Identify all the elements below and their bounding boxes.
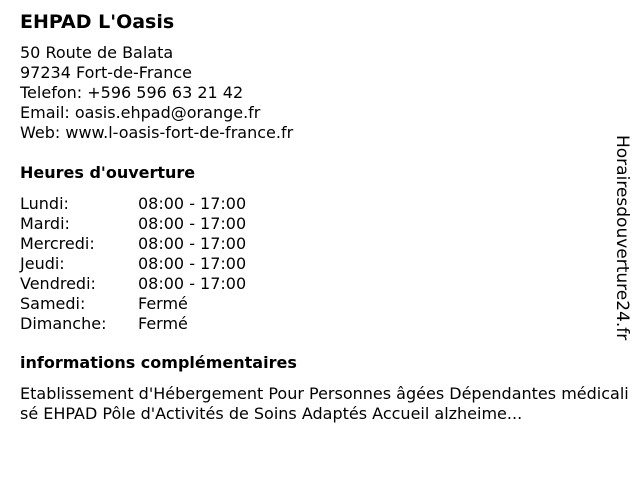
day-label: Mercredi: — [20, 234, 95, 253]
hours-row-monday — [20, 194, 246, 214]
day-label: Lundi: — [20, 194, 69, 213]
day-label: Vendredi: — [20, 274, 96, 293]
hours-row-sunday — [20, 314, 246, 334]
hours-value: 08:00 - 17:00 — [138, 274, 247, 293]
additional-info-heading: informations complémentaires — [20, 353, 297, 372]
phone-number: Telefon: +596 596 63 21 42 — [20, 83, 244, 102]
hours-value: Fermé — [138, 294, 188, 313]
hours-value: 08:00 - 17:00 — [138, 254, 247, 273]
hours-value: 08:00 - 17:00 — [138, 234, 247, 253]
hours-value: 08:00 - 17:00 — [138, 194, 247, 213]
street-address: 50 Route de Balata — [20, 43, 174, 62]
hours-value: 08:00 - 17:00 — [138, 214, 247, 233]
day-label: Dimanche: — [20, 314, 107, 333]
day-label: Samedi: — [20, 294, 86, 313]
hours-row-tuesday — [20, 214, 246, 234]
opening-hours-heading: Heures d'ouverture — [20, 163, 196, 182]
contact-block — [20, 43, 293, 143]
city-address: 97234 Fort-de-France — [20, 63, 193, 82]
hours-row-wednesday — [20, 234, 246, 254]
day-label: Mardi: — [20, 214, 70, 233]
website-url: Web: www.l-oasis-fort-de-france.fr — [20, 123, 294, 142]
page-title: EHPAD L'Oasis — [20, 11, 175, 33]
hours-row-saturday — [20, 294, 246, 314]
hours-row-thursday — [20, 254, 246, 274]
description-text: Etablissement d'Hébergement Pour Personnes âgées Dépendantes médicalisé EHPAD Pôle d'Activités de Soins Adaptés Accueil alzheime... — [20, 384, 629, 423]
site-watermark: Horairesdouverture24.fr — [612, 135, 632, 341]
email-address: Email: oasis.ehpad@orange.fr — [20, 103, 261, 122]
hours-value: Fermé — [138, 314, 188, 333]
opening-hours-table — [20, 194, 246, 334]
day-label: Jeudi: — [20, 254, 65, 273]
hours-row-friday — [20, 274, 246, 294]
